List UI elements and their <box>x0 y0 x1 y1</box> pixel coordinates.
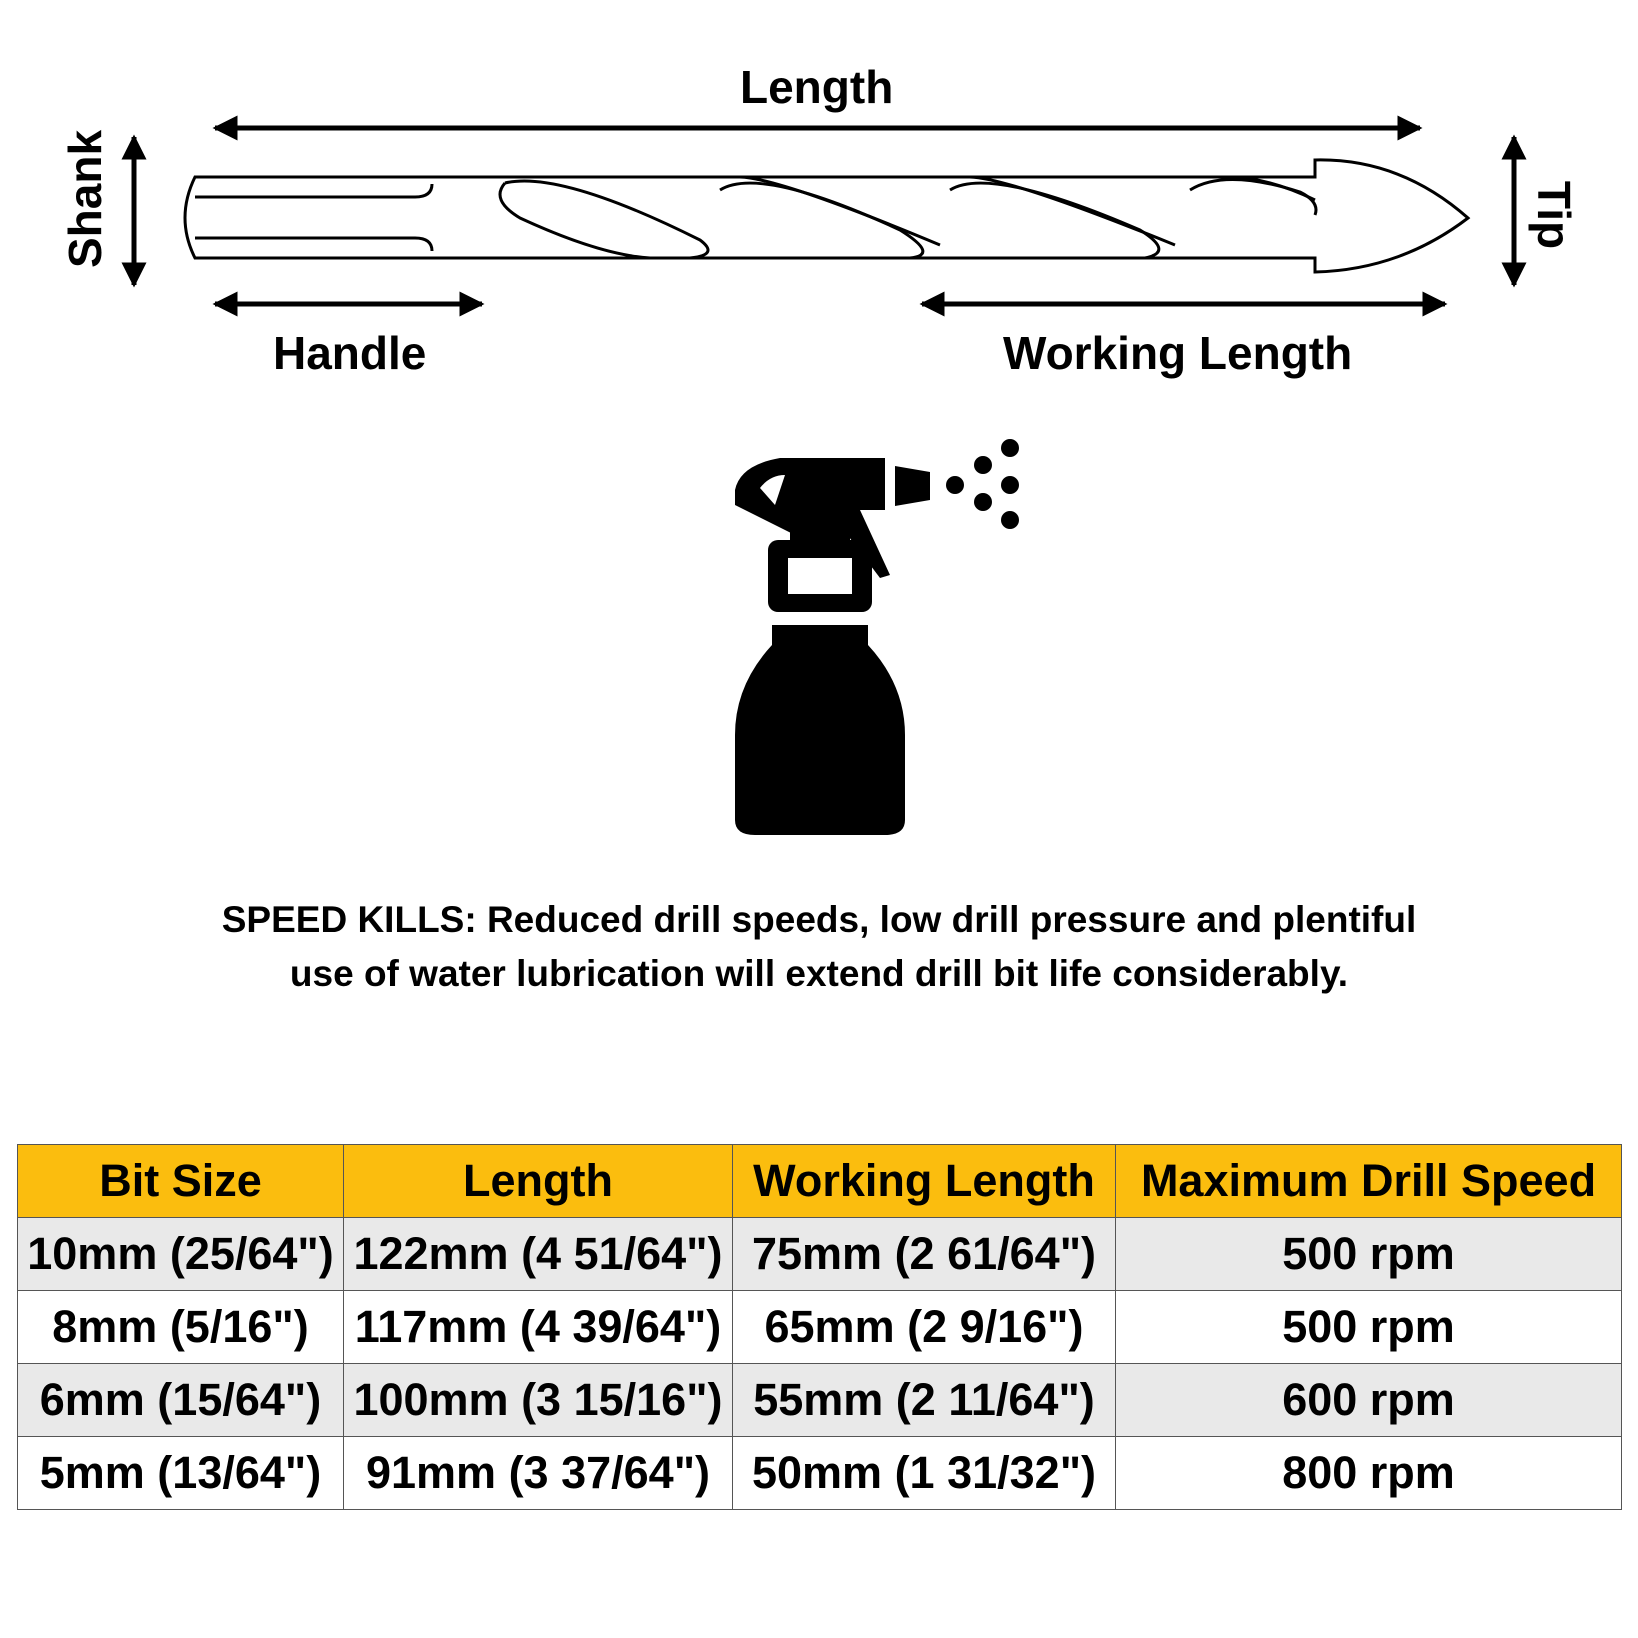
cell-length: 117mm (4 39/64") <box>344 1291 733 1364</box>
cell-working-length: 55mm (2 11/64") <box>733 1364 1116 1437</box>
cell-working-length: 65mm (2 9/16") <box>733 1291 1116 1364</box>
cell-max-speed: 800 rpm <box>1116 1437 1622 1510</box>
length-label: Length <box>740 61 894 113</box>
drill-bit-icon <box>185 160 1468 272</box>
cell-working-length: 75mm (2 61/64") <box>733 1218 1116 1291</box>
caption-line-2: use of water lubrication will extend drill bit life considerably. <box>289 953 1349 994</box>
cell-length: 100mm (3 15/16") <box>344 1364 733 1437</box>
cell-bit-size: 6mm (15/64") <box>18 1364 344 1437</box>
header-length: Length <box>344 1145 733 1218</box>
table-row <box>18 1291 1622 1364</box>
shank-label: Shank <box>59 129 111 268</box>
cell-length: 122mm (4 51/64") <box>344 1218 733 1291</box>
speed-caption <box>150 893 1488 1001</box>
caption-line-1: SPEED KILLS: Reduced drill speeds, low drill pressure and plentiful <box>221 899 1417 940</box>
working-length-label: Working Length <box>1003 327 1353 379</box>
cell-max-speed: 500 rpm <box>1116 1291 1622 1364</box>
cell-length: 91mm (3 37/64") <box>344 1437 733 1510</box>
handle-label: Handle <box>273 327 427 379</box>
drill-bit-spec-table <box>17 1144 1622 1510</box>
table-row <box>18 1364 1622 1437</box>
cell-bit-size: 10mm (25/64") <box>18 1218 344 1291</box>
header-bit-size: Bit Size <box>18 1145 344 1218</box>
tip-label: Tip <box>1528 180 1581 250</box>
spray-bottle-icon <box>720 430 1040 840</box>
cell-bit-size: 5mm (13/64") <box>18 1437 344 1510</box>
cell-max-speed: 600 rpm <box>1116 1364 1622 1437</box>
table-row <box>18 1218 1622 1291</box>
table-header-row <box>18 1145 1622 1218</box>
header-working-length: Working Length <box>733 1145 1116 1218</box>
cell-working-length: 50mm (1 31/32") <box>733 1437 1116 1510</box>
header-max-drill-speed: Maximum Drill Speed <box>1116 1145 1622 1218</box>
table-row <box>18 1437 1622 1510</box>
cell-bit-size: 8mm (5/16") <box>18 1291 344 1364</box>
cell-max-speed: 500 rpm <box>1116 1218 1622 1291</box>
